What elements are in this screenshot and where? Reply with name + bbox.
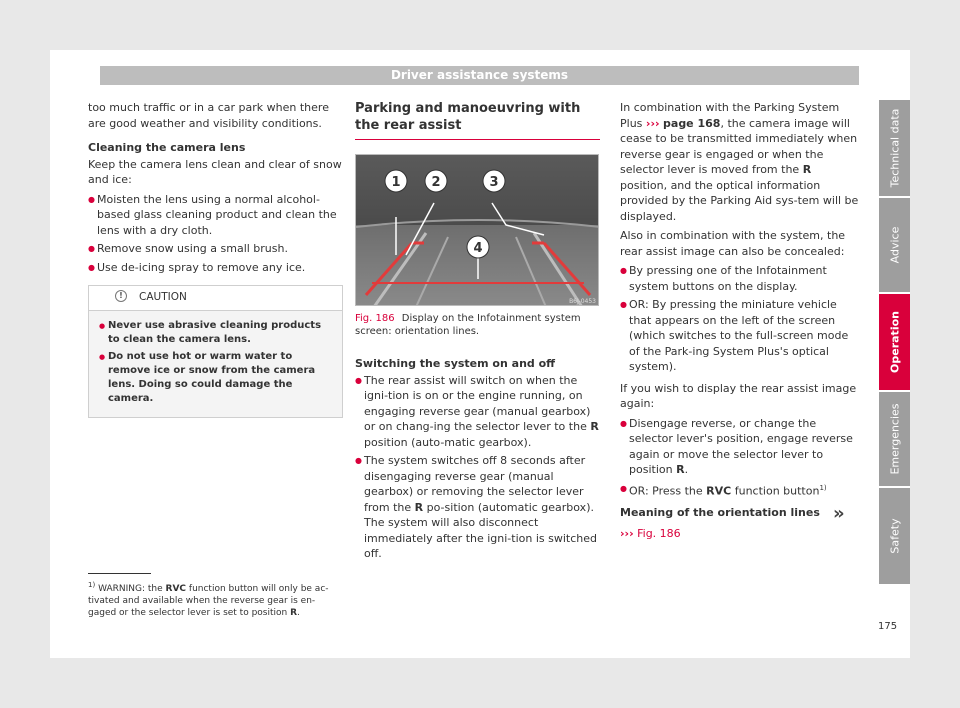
caution-header (89, 286, 342, 311)
gear-r: R (290, 608, 298, 618)
gear-r: R (802, 163, 812, 176)
tab-label: Safety (888, 518, 901, 554)
rvc-label: RVC (165, 584, 187, 594)
caution-item: ● Never use abrasive cleaning products to clean the camera lens. (99, 319, 332, 347)
figure-code: B6J-0453 (569, 298, 596, 305)
figure-reference[interactable] (620, 526, 860, 542)
marker-4 (467, 236, 489, 258)
marker-1-label: 1 (391, 175, 401, 190)
text-run: , the camera image will cease to be transmitted immediately when reverse gear is engaged or when the selector lever is moved from the (620, 116, 858, 176)
text-run: position (auto-matic gearbox). (364, 435, 532, 449)
tab-advice[interactable] (879, 198, 910, 292)
intro-text: too much traffic or in a car park when there are good weather and visibility conditions. (88, 101, 329, 130)
text-run: OR: Press the (629, 484, 703, 498)
text-run: . (297, 608, 300, 618)
text-run: In combination with the Parking System Plus (620, 101, 840, 130)
caution-item: ● Do not use hot or warm water to remove ice or snow from the camera lens. Doing so could damage the camera. (99, 350, 332, 406)
paragraph-1 (620, 100, 860, 224)
footnote-mark: 1) (819, 483, 827, 492)
marker-2-label: 2 (431, 175, 441, 190)
tab-label: Emergencies (888, 403, 901, 475)
orientation-lines-heading: Meaning of the orientation lines (620, 505, 820, 519)
text-run: Disengage reverse, or change the selector lever's position, engage reverse again or move the selector lever to position (629, 416, 853, 476)
text-run: WARNING: the (98, 584, 163, 594)
bullet-item: ● By pressing one of the Infotainment system buttons on the display. (620, 263, 860, 294)
text-run: po-sition (automatic gearbox). The system will also disconnect immediately after the igni-tion is switched off. (364, 500, 597, 560)
gear-r: R (590, 420, 599, 433)
paragraph-2: Also in combination with the system, the rear assist image can also be concealed: (620, 229, 846, 258)
page-number: 175 (878, 621, 898, 632)
text-run: . (684, 463, 689, 476)
tab-label: Technical data (888, 108, 901, 188)
reference-arrow-icon: ››› (645, 116, 660, 130)
bullet-item: ● OR: By pressing the miniature vehicle that appears on the left of the screen (which switches to the full-screen mode of the Park-ing System Plus's optical system). (620, 297, 860, 375)
bullet-item (355, 453, 600, 562)
marker-2 (425, 170, 447, 192)
text-run: function button will only be ac-tivated and available when the reverse gear is en-gaged or the selector lever is set to position (88, 584, 329, 618)
figure-label: Fig. 186 (355, 313, 395, 324)
text-run: The rear assist will switch on when the igni-tion is on or the engine running, on engaging reverse gear (manual gearbox) or on chang-ing the selector lever to the (364, 373, 591, 433)
bullet-item (620, 416, 860, 478)
footnote-divider (88, 573, 151, 574)
paragraph-3: If you wish to display the rear assist image again: (620, 381, 857, 410)
column-1 (88, 100, 343, 418)
bullet-item: ● Moisten the lens using a normal alcohol-based glass cleaning product and clean the lens with a dry cloth. (88, 192, 343, 239)
text-run: function button (734, 484, 820, 498)
tab-technical-data[interactable] (879, 100, 910, 196)
column-3 (620, 100, 860, 542)
page-header: Driver assistance systems (100, 66, 859, 85)
cleaning-text: Keep the camera lens clean and clear of snow and ice: (88, 157, 342, 186)
marker-3-label: 3 (489, 175, 499, 190)
rear-camera-illustration (356, 155, 599, 306)
caution-box (88, 285, 343, 418)
figure-reference-link[interactable]: Fig. 186 (637, 527, 681, 541)
page-reference-link[interactable]: page 168 (663, 116, 721, 130)
column-2 (355, 100, 600, 565)
section-title: Parking and manoeuvring with the rear assist (355, 100, 600, 140)
footnote-mark: 1) (88, 581, 96, 589)
tab-safety[interactable] (879, 488, 910, 584)
reference-arrow-icon: ››› (620, 527, 634, 541)
cleaning-heading: Cleaning the camera lens (88, 141, 246, 154)
tab-label: Operation (888, 311, 901, 373)
continue-icon: » (833, 503, 845, 524)
text-run: The system switches off 8 seconds after disengaging reverse gear (manual gearbox) or removing the selector lever from the (364, 454, 586, 514)
rvc-label: RVC (706, 484, 732, 498)
gear-r: R (414, 500, 424, 514)
tab-operation[interactable] (879, 294, 910, 390)
marker-4-label: 4 (473, 241, 483, 256)
caution-title: CAUTION (139, 291, 187, 303)
bullet-item (355, 373, 600, 451)
tab-label: Advice (888, 226, 901, 264)
footnote (88, 579, 343, 619)
figure-caption-text: Display on the Infotainment system screen: orientation lines. (355, 313, 581, 337)
rear-camera-figure (355, 154, 599, 306)
marker-1 (385, 170, 407, 192)
bullet-item: ● Use de-icing spray to remove any ice. (88, 260, 343, 276)
bullet-item (620, 481, 860, 499)
bullet-item: ● Remove snow using a small brush. (88, 241, 343, 257)
tab-emergencies[interactable] (879, 392, 910, 486)
switching-heading: Switching the system on and off (355, 357, 556, 370)
warning-icon: ! (115, 290, 127, 302)
text-run: position, and the optical information provided by the Parking Aid sys-tem will be displayed. (620, 178, 859, 223)
gear-r: R (676, 463, 685, 476)
caution-body (89, 311, 342, 417)
figure-caption (355, 312, 600, 338)
marker-3 (483, 170, 505, 192)
